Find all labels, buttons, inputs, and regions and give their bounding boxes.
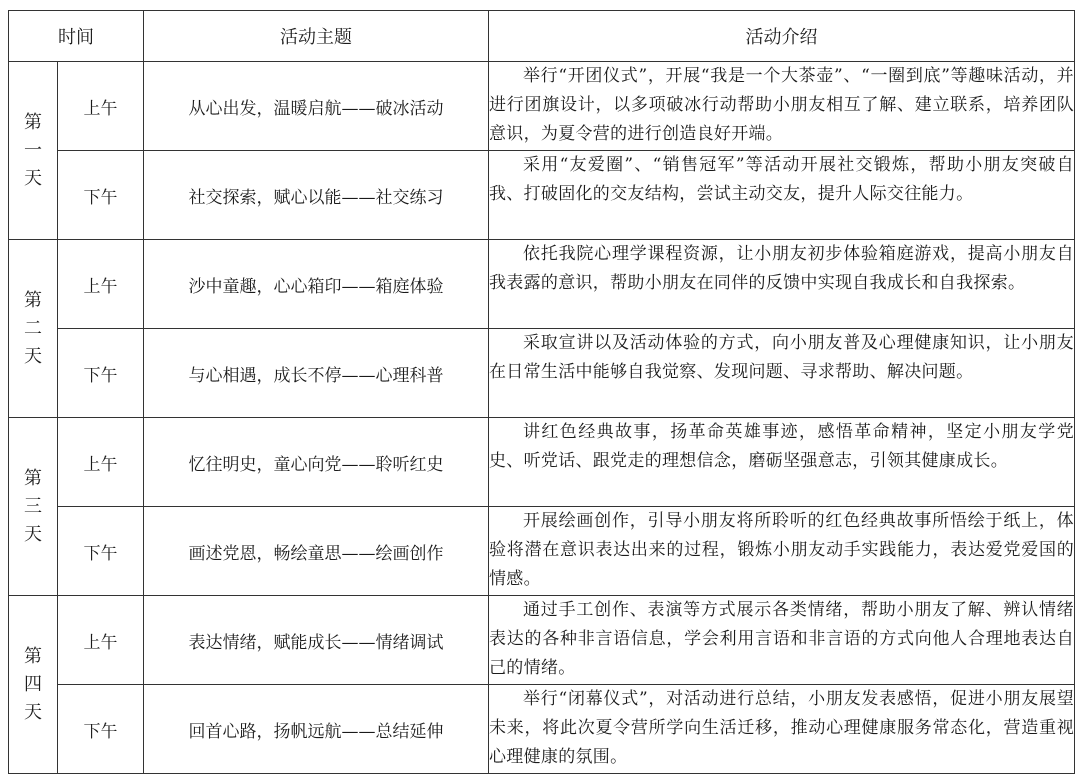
- table-row: [9, 418, 1075, 507]
- description-text: 讲红色经典故事，扬革命英雄事迹，感悟革命精神，坚定小朋友学党史、听党话、跟党走的理想信念，磨砺坚强意志，引领其健康成长。: [489, 422, 1074, 471]
- table-row: [9, 596, 1075, 685]
- description-cell: [489, 240, 1075, 329]
- description-cell: [489, 62, 1075, 151]
- period-cell: 下午: [58, 685, 144, 774]
- day-label-char: 天: [24, 345, 42, 367]
- header-description: 活动介绍: [489, 11, 1075, 62]
- description-cell: [489, 329, 1075, 418]
- day-label-char: 第: [24, 111, 42, 133]
- description-text: 举行“闭幕仪式”，对活动进行总结，小朋友发表感悟，促进小朋友展望未来，将此次夏令营所学向生活迁移，推动心理健康服务常态化，营造重视心理健康的氛围。: [489, 689, 1074, 767]
- theme-cell: 画述党恩，畅绘童思——绘画创作: [144, 507, 489, 596]
- description-cell: [489, 418, 1075, 507]
- description-text: 举行“开团仪式”，开展“我是一个大茶壶”、“一圈到底”等趣味活动，并进行团旗设计，以多项破冰行动帮助小朋友相互了解、建立联系，培养团队意识，为夏令营的进行创造良好开端。: [489, 66, 1074, 144]
- table-row: [9, 151, 1075, 240]
- theme-cell: 从心出发，温暖启航——破冰活动: [144, 62, 489, 151]
- description-cell: [489, 685, 1075, 774]
- table-row: [9, 507, 1075, 596]
- description-text: 通过手工创作、表演等方式展示各类情绪，帮助小朋友了解、辨认情绪表达的各种非言语信息，学会利用言语和非言语的方式向他人合理地表达自己的情绪。: [489, 600, 1074, 678]
- day-label-char: 第: [24, 467, 42, 489]
- description-text: 开展绘画创作，引导小朋友将所聆听的红色经典故事所悟绘于纸上，体验将潜在意识表达出来的过程，锻炼小朋友动手实践能力，表达爱党爱国的情感。: [489, 511, 1074, 589]
- table-row: [9, 62, 1075, 151]
- header-row: [9, 11, 1075, 62]
- day-label-char: 四: [24, 673, 42, 695]
- theme-cell: 表达情绪，赋能成长——情绪调试: [144, 596, 489, 685]
- description-text: 依托我院心理学课程资源，让小朋友初步体验箱庭游戏，提高小朋友自我表露的意识，帮助小朋友在同伴的反馈中实现自我成长和自我探索。: [489, 244, 1074, 293]
- theme-cell: 回首心路，扬帆远航——总结延伸: [144, 685, 489, 774]
- day-label-char: 第: [24, 289, 42, 311]
- description-text: 采取宣讲以及活动体验的方式，向小朋友普及心理健康知识，让小朋友在日常生活中能够自我觉察、发现问题、寻求帮助、解决问题。: [489, 333, 1074, 382]
- day-label-char: 天: [24, 523, 42, 545]
- day-label-char: 三: [24, 495, 42, 517]
- header-time: 时间: [9, 11, 144, 62]
- header-theme: 活动主题: [144, 11, 489, 62]
- day-label-char: 第: [24, 645, 42, 667]
- theme-cell: 社交探索，赋心以能——社交练习: [144, 151, 489, 240]
- day-label-3: [9, 418, 58, 596]
- description-cell: [489, 596, 1075, 685]
- description-cell: [489, 507, 1075, 596]
- period-cell: 上午: [58, 418, 144, 507]
- day-label-char: 天: [24, 701, 42, 723]
- theme-cell: 忆往明史，童心向党——聆听红史: [144, 418, 489, 507]
- day-label-char: 二: [24, 317, 42, 339]
- day-label-1: [9, 62, 58, 240]
- table-row: [9, 329, 1075, 418]
- theme-cell: 与心相遇，成长不停——心理科普: [144, 329, 489, 418]
- period-cell: 下午: [58, 507, 144, 596]
- period-cell: 上午: [58, 240, 144, 329]
- day-label-2: [9, 240, 58, 418]
- day-label-char: 天: [24, 167, 42, 189]
- period-cell: 上午: [58, 596, 144, 685]
- theme-cell: 沙中童趣，心心箱印——箱庭体验: [144, 240, 489, 329]
- period-cell: 上午: [58, 62, 144, 151]
- table-row: [9, 240, 1075, 329]
- period-cell: 下午: [58, 151, 144, 240]
- description-cell: [489, 151, 1075, 240]
- schedule-table: [8, 10, 1075, 774]
- description-text: 采用“友爱圈”、“销售冠军”等活动开展社交锻炼，帮助小朋友突破自我、打破固化的交友结构，尝试主动交友，提升人际交往能力。: [489, 155, 1074, 204]
- table-row: [9, 685, 1075, 774]
- day-label-4: [9, 596, 58, 774]
- period-cell: 下午: [58, 329, 144, 418]
- day-label-char: 一: [24, 139, 42, 161]
